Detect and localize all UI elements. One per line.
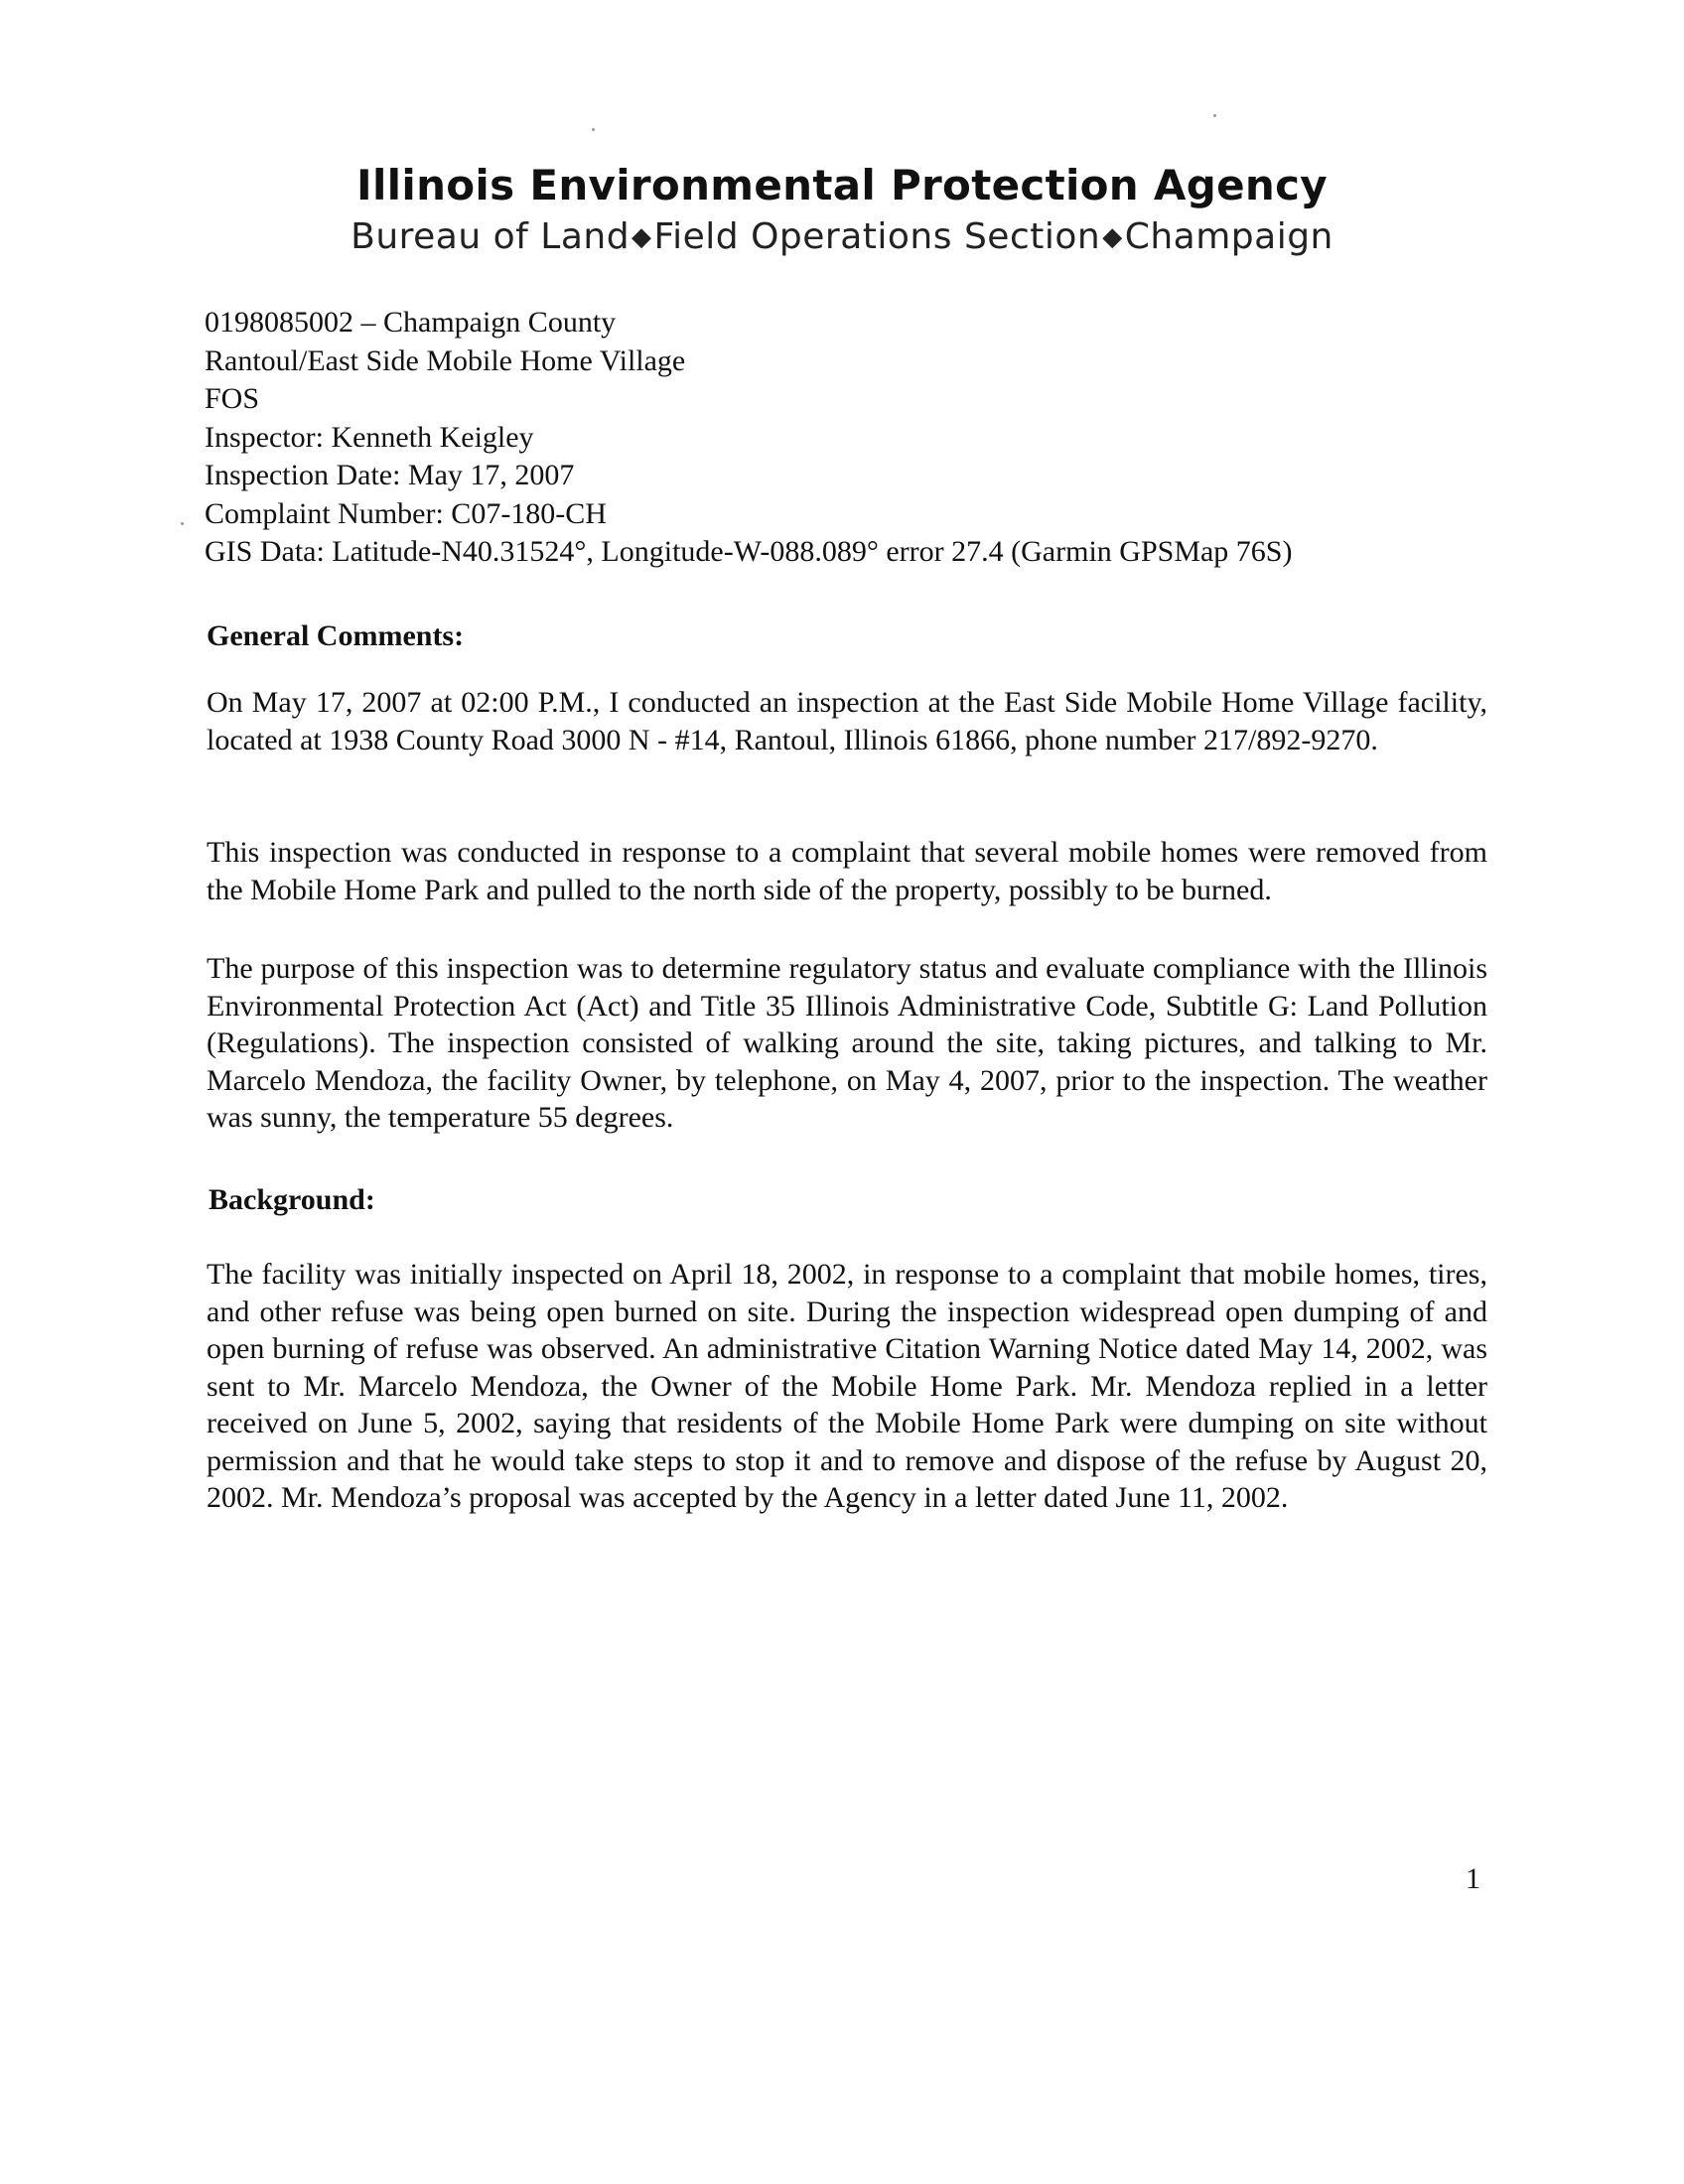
inspection-date-line: Inspection Date: May 17, 2007 (205, 459, 575, 491)
program-code: FOS (205, 382, 260, 415)
diamond-separator-icon: ◆ (1102, 222, 1123, 252)
agency-subtitle (0, 216, 1684, 257)
background-heading: Background: (209, 1183, 375, 1216)
office-label: Champaign (1124, 216, 1333, 257)
general-comments-heading: General Comments: (207, 619, 465, 652)
gis-data-line: GIS Data: Latitude-N40.31524°, Longitude-W-088.089° error 27.4 (Garmin GPSMap 76S) (205, 535, 1293, 568)
background-paragraph-1: The facility was initially inspected on April 18, 2002, in response to a complaint that mobile homes, tires, and other refuse was being open burned on site. During the inspection widespread open dumping of and open burning of refuse was observed. An administrative Citation Warning Notice dated May 14, 2002, was sent to Mr. Marcelo Mendoza, the Owner of the Mobile Home Park. Mr. Mendoza replied in a letter received on June 5, 2002, saying that residents of the Mobile Home Park were dumping on site without permission and that he would take steps to stop it and to remove and dispose of the refuse by August 20, 2002. Mr. Mendoza’s proposal was accepted by the Agency in a letter dated June 11, 2002. (207, 1258, 1487, 1514)
section-label: Field Operations Section (653, 216, 1101, 257)
inspector-line: Inspector: Kenneth Keigley (205, 420, 534, 454)
site-id-county: 0198085002 – Champaign County (205, 306, 617, 339)
general-comments-paragraph-3: The purpose of this inspection was to determine regulatory status and evaluate compliance with the Illinois Environmental Protection Act (Act) and Title 35 Illinois Administrative Code, Subtitle G: Land Pollution (Regulations). The inspection consisted of walking around the site, taking pictures, and talking to Mr. Marcelo Mendoza, the facility Owner, by telephone, on May 4, 2007, prior to the inspection. The weather was sunny, the temperature 55 degrees. (207, 952, 1487, 1134)
scan-speck (1213, 114, 1216, 117)
agency-title: Illinois Environmental Protection Agency (356, 161, 1328, 209)
complaint-number-line: Complaint Number: C07-180-CH (205, 496, 607, 530)
scan-speck (592, 128, 595, 131)
bureau-label: Bureau of Land (351, 216, 631, 257)
inspection-metadata (205, 304, 1292, 572)
facility-name: Rantoul/East Side Mobile Home Village (205, 343, 686, 377)
general-comments-paragraph-1: On May 17, 2007 at 02:00 P.M., I conducted an inspection at the East Side Mobile Home Village facility, located at 1938 County Road 3000 N - #14, Rantoul, Illinois 61866, phone number 217/892-9270. (207, 686, 1487, 756)
diamond-separator-icon: ◆ (632, 222, 652, 252)
general-comments-paragraph-2: This inspection was conducted in response to a complaint that several mobile homes were removed from the Mobile Home Park and pulled to the north side of the property, possibly to be burned. (207, 836, 1487, 906)
page-number: 1 (1466, 1862, 1480, 1895)
scan-speck (181, 522, 184, 525)
